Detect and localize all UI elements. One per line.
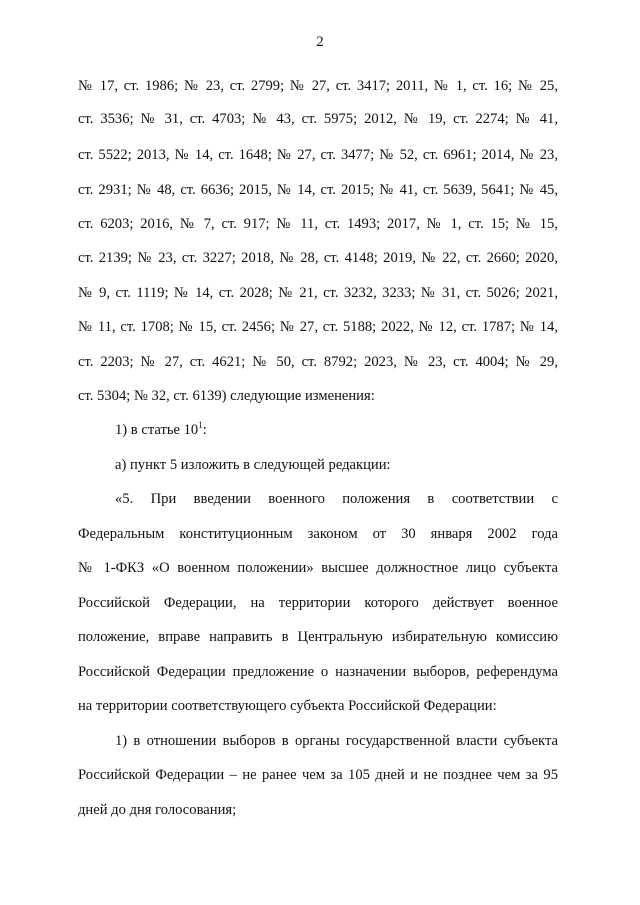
text-line: № 11, ст. 1708; № 15, ст. 2456; № 27, ст. 5188; 2022, № 12, ст. 1787; № 14,	[78, 319, 558, 335]
text-line: Российской Федерации – не ранее чем за 105 дней и не позднее чем за 95	[78, 767, 558, 783]
text-line: Российской Федерации, на территории которого действует военное	[78, 595, 558, 611]
text-line: № 17, ст. 1986; № 23, ст. 2799; № 27, ст. 3417; 2011, № 1, ст. 16; № 25,	[78, 78, 558, 94]
text-line: на территории соответствующего субъекта Российской Федерации:	[78, 698, 497, 714]
text-line: ст. 2931; № 48, ст. 6636; 2015, № 14, ст. 2015; № 41, ст. 5639, 5641; № 45,	[78, 182, 558, 198]
text-line: Федеральным конституционным законом от 30 января 2002 года	[78, 526, 558, 542]
text-line: дней до дня голосования;	[78, 802, 237, 818]
text-line: № 1-ФКЗ «О военном положении» высшее должностное лицо субъекта	[78, 560, 558, 576]
text-line	[115, 420, 558, 440]
text-line-tail: :	[202, 422, 207, 438]
superscript: 1	[198, 420, 203, 431]
text-line: ст. 3536; № 31, ст. 4703; № 43, ст. 5975; 2012, № 19, ст. 2274; № 41,	[78, 111, 558, 127]
text-line: ст. 5304; № 32, ст. 6139) следующие изменения:	[78, 388, 375, 404]
text-line: положение, вправе направить в Центральную избирательную комиссию	[78, 629, 558, 645]
text-line: Российской Федерации предложение о назначении выборов, референдума	[78, 664, 558, 680]
text-line: № 9, ст. 1119; № 14, ст. 2028; № 21, ст. 3232, 3233; № 31, ст. 5026; 2021,	[78, 285, 558, 301]
text-line: ст. 5522; 2013, № 14, ст. 1648; № 27, ст. 3477; № 52, ст. 6961; 2014, № 23,	[78, 147, 558, 163]
text-line-main: 1) в статье 10	[115, 422, 199, 438]
text-line: ст. 2203; № 27, ст. 4621; № 50, ст. 8792; 2023, № 23, ст. 4004; № 29,	[78, 354, 558, 370]
text-line: ст. 2139; № 23, ст. 3227; 2018, № 28, ст. 4148; 2019, № 22, ст. 2660; 2020,	[78, 250, 558, 266]
text-line: ст. 6203; 2016, № 7, ст. 917; № 11, ст. 1493; 2017, № 1, ст. 15; № 15,	[78, 216, 558, 232]
page-number: 2	[316, 34, 324, 50]
text-line: «5. При введении военного положения в соответствии с	[115, 491, 558, 507]
text-line: 1) в отношении выборов в органы государственной власти субъекта	[115, 733, 558, 749]
text-line: а) пункт 5 изложить в следующей редакции:	[115, 457, 391, 473]
